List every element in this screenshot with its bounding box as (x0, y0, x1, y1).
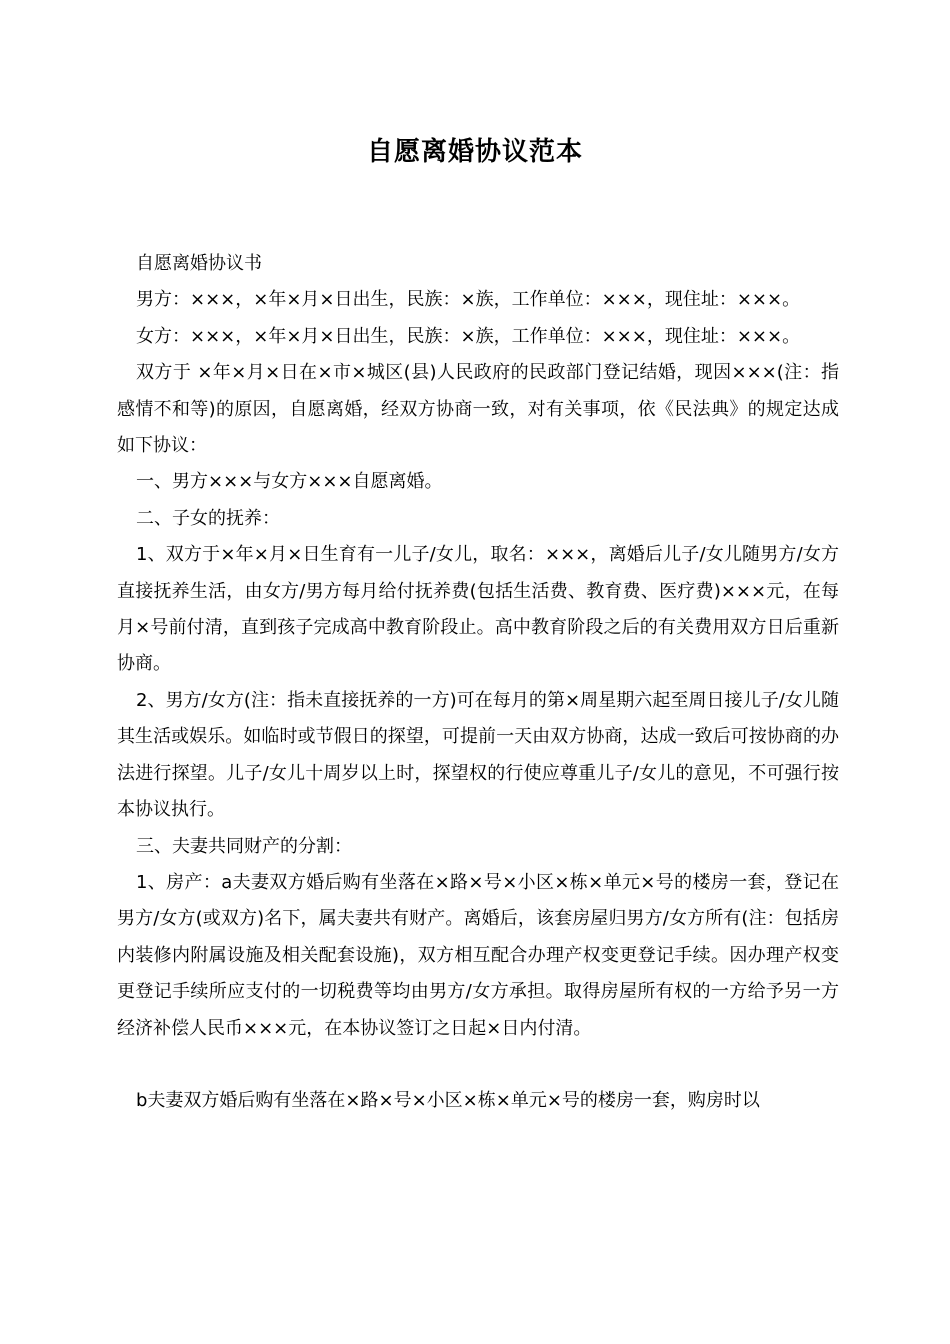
paragraph-clause-2-heading: 二、子女的抚养： (136, 507, 280, 529)
paragraph-preamble: 双方于 ×年×月×日在×市×城区(县)人民政府的民政部门登记结婚，现因×××(注：指感情不和等)的原因，自愿离婚，经双方协商一致，对有关事项，依《民法典》的规定达成如下协议： (117, 362, 839, 457)
paragraph-clause-2-2: 2、男方/女方(注：指未直接抚养的一方)可在每月的第×周星期六起至周日接儿子/女儿随其生活或娱乐。如临时或节假日的探望，可提前一天由双方协商，达成一致后可按协商的办法进行探望。儿子/女儿十周岁以上时，探望权的行使应尊重儿子/女儿的意见，不可强行按本协议执行。 (117, 689, 839, 821)
paragraph-clause-3-1a: 1、房产：a夫妻双方婚后购有坐落在×路×号×小区×栋×单元×号的楼房一套，登记在男方/女方(或双方)名下，属夫妻共有财产。离婚后，该套房屋归男方/女方所有(注：包括房内装修内附属设施及相关配套设施)，双方相互配合办理产权变更登记手续。因办理产权变更登记手续所应支付的一切税费等均由男方/女方承担。取得房屋所有权的一方给予另一方经济补偿人民币×××元，在本协议签订之日起×日内付清。 (117, 871, 839, 1039)
paragraph-clause-1: 一、男方×××与女方×××自愿离婚。 (136, 471, 443, 493)
document-title: 自愿离婚协议范本 (366, 137, 583, 167)
paragraph-heading: 自愿离婚协议书 (136, 253, 262, 274)
paragraph-male-party: 男方：×××，×年×月×日出生，民族：×族，工作单位：×××，现住址：×××。 (136, 289, 801, 311)
paragraph-female-party: 女方：×××，×年×月×日出生，民族：×族，工作单位：×××，现住址：×××。 (136, 325, 801, 347)
document-body (117, 246, 839, 1119)
paragraph-clause-3-heading: 三、夫妻共同财产的分割： (136, 835, 352, 857)
paragraph-clause-3-1b: b夫妻双方婚后购有坐落在×路×号×小区×栋×单元×号的楼房一套，购房时以 (136, 1089, 760, 1111)
paragraph-clause-2-1: 1、双方于×年×月×日生育有一儿子/女儿，取名：×××，离婚后儿子/女儿随男方/女方直接抚养生活，由女方/男方每月给付抚养费(包括生活费、教育费、医疗费)×××元，在每月×号前付清，直到孩子完成高中教育阶段止。高中教育阶段之后的有关费用双方日后重新协商。 (117, 544, 839, 675)
